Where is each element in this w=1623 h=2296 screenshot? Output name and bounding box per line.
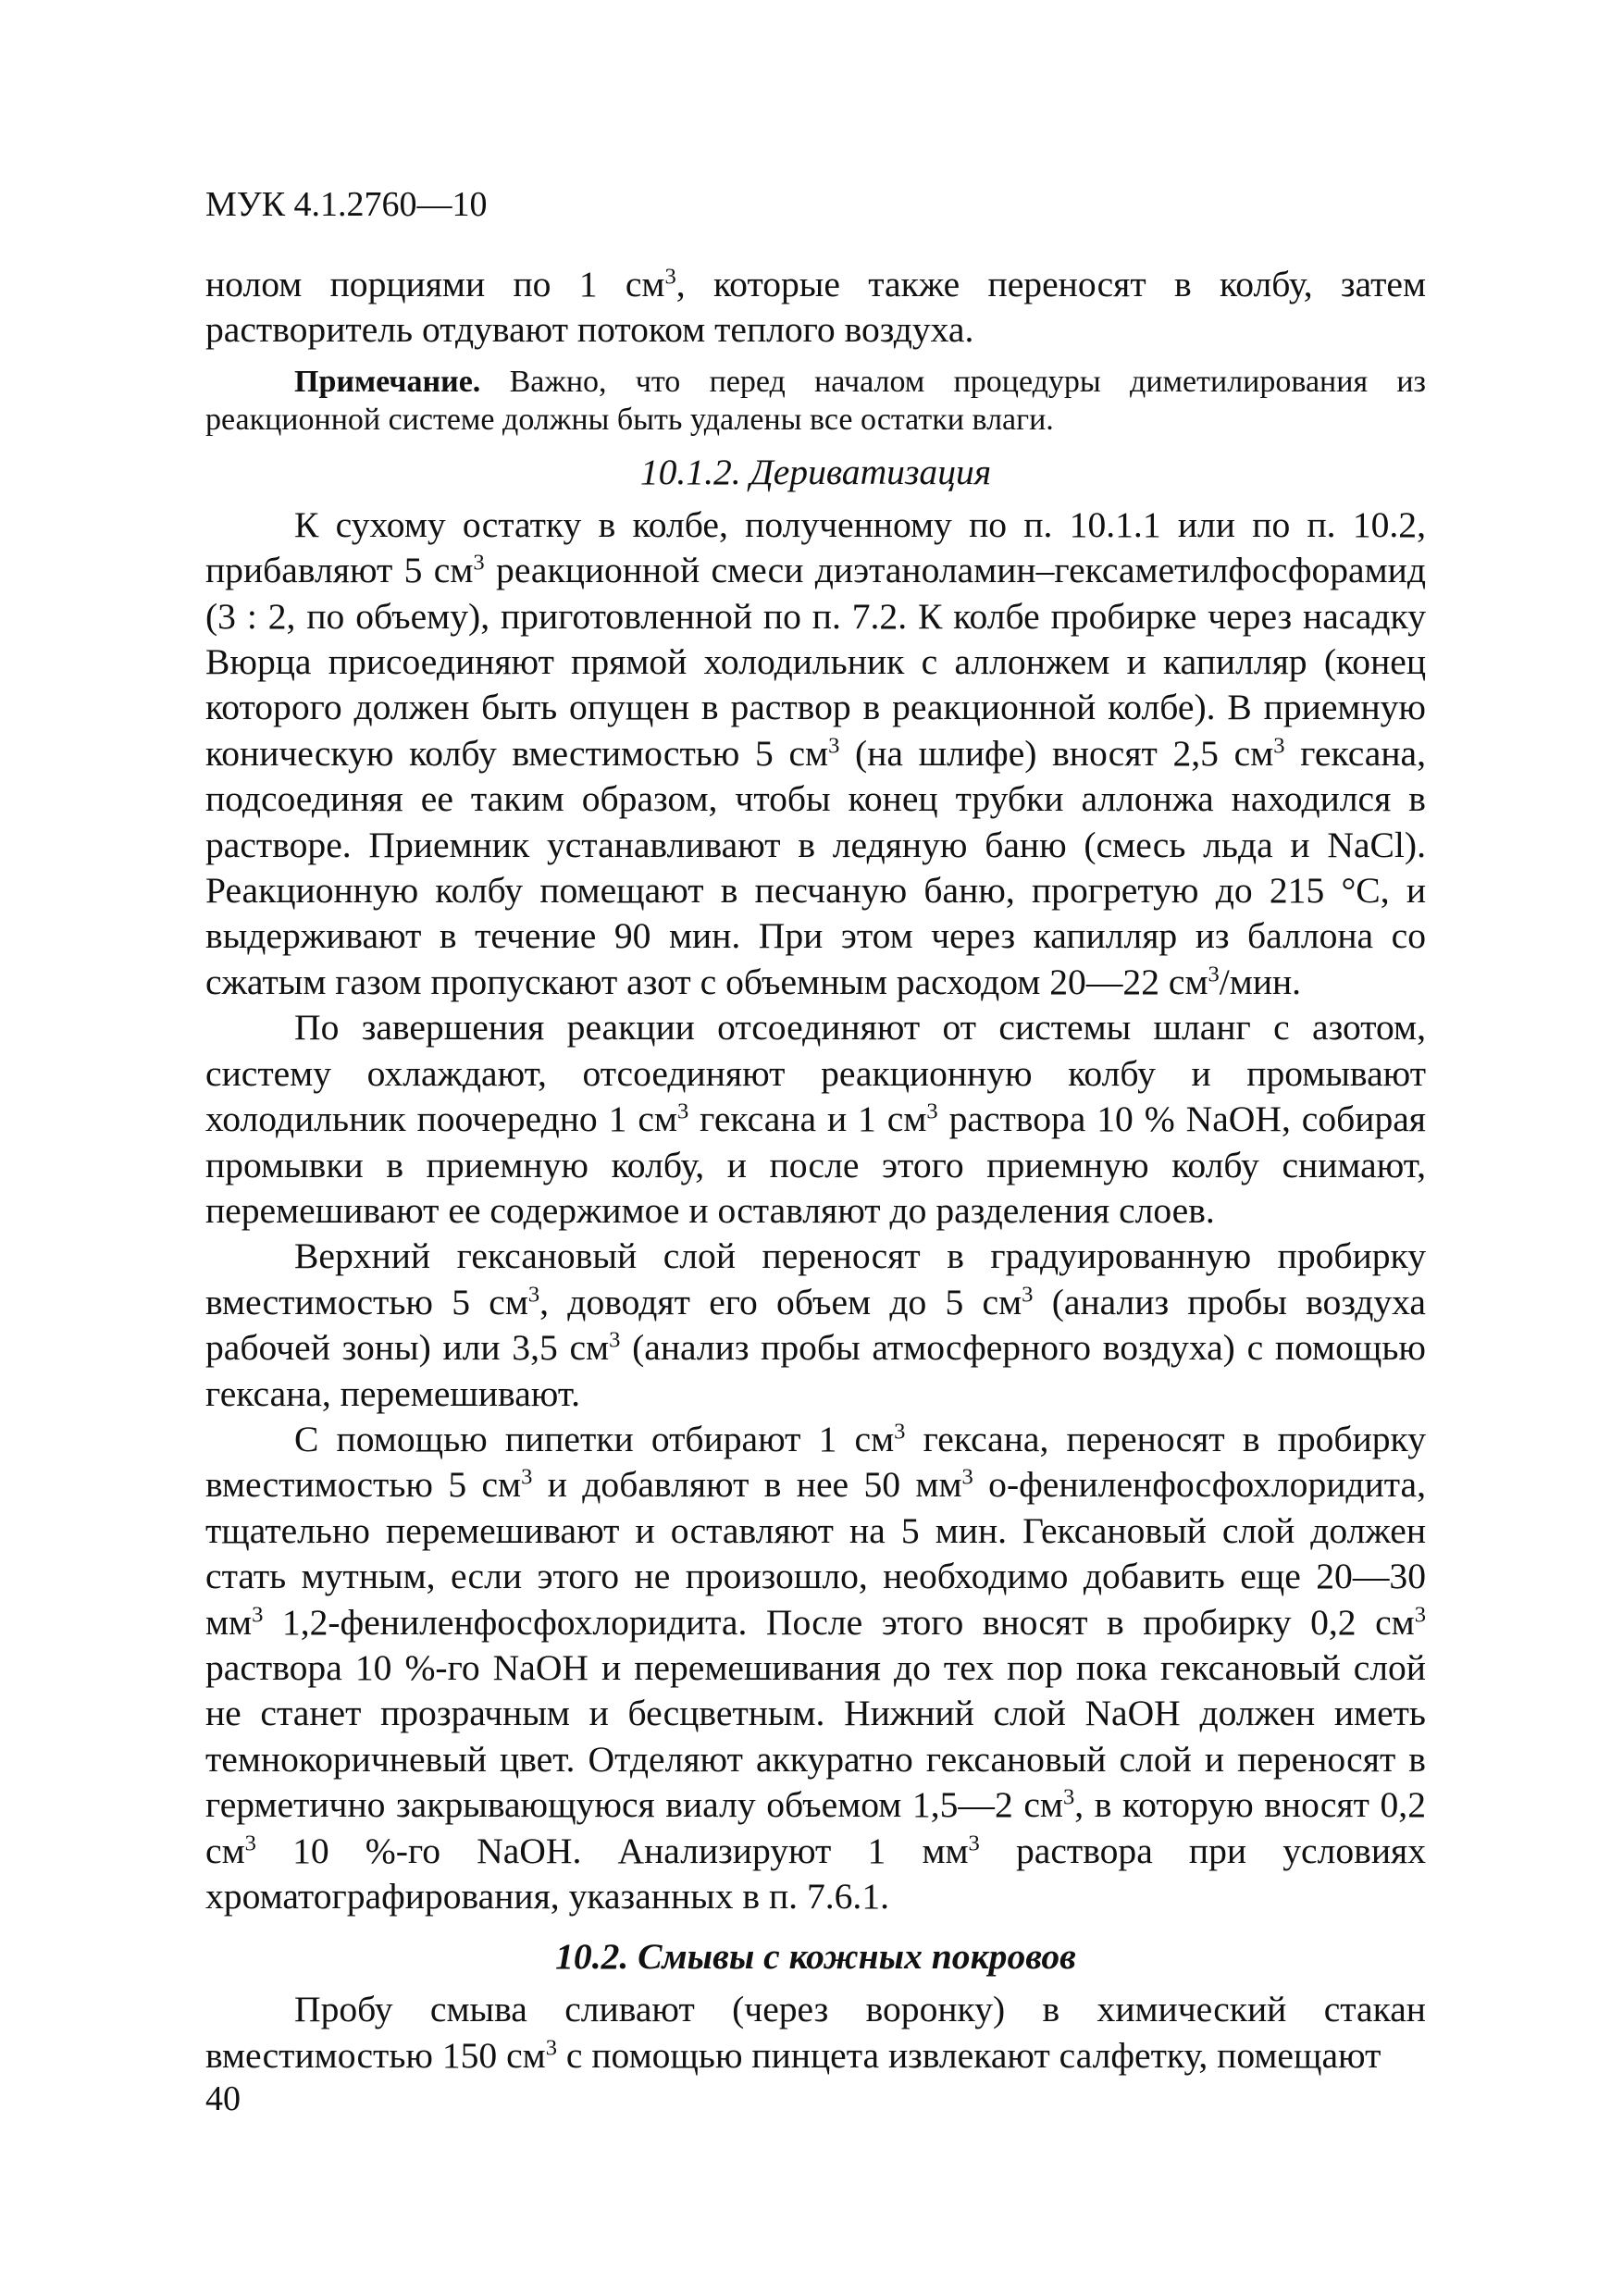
body-text [205, 262, 1426, 2079]
paragraph-derivatization: К сухому остатку в колбе, полученному по п. 10.1.1 или по п. 10.2, прибавляют 5 $см^3$ реакционной смеси диэтаноламин–гексаметилфосфорамид (3 : 2, по объему), приготовленной по п. 7.2. К колбе пробирке через насадку Вюрца присоединяют прямой холодильник с аллонжем и капилляр (конец которого должен быть опущен в раствор в реакционной колбе). В приемную коническую колбу вместимостью 5 $см^3$ (на шлифе) вносят 2,5 $см^3$ гексана, подсоединяя ее таким образом, чтобы конец трубки аллонжа находился в растворе. Приемник устанавливают в ледяную баню (смесь льда и NaCl). Реакционную колбу помещают в песчаную баню, прогретую до 215 °С, и выдерживают в течение 90 мин. При этом через капилляр из баллона со сжатым газом пропускают азот с объемным расходом 20—22 $см^3$/мин. [205, 503, 1426, 1002]
page-number: 40 [205, 2079, 241, 2118]
note-text: Важно, что перед началом процедуры диметилирования из реакционной системе должны быть удалены все остатки влаги. [205, 364, 1426, 437]
section-title: 10.2. Смывы с кожных покровов [555, 1936, 1076, 1978]
note-label: Примечание. [294, 364, 481, 399]
note-paragraph [205, 363, 1426, 439]
subsection-title: 10.1.2. Дериватизация [639, 451, 992, 492]
paragraph-hexane-layer: Верхний гексановый слой переносят в градуированную пробирку вместимостью 5 $см^3$, доводят его объем до 5 $см^3$ (анализ пробы воздуха рабочей зоны) или 3,5 $см^3$ (анализ пробы атмосферного воздуха) с помощью гексана, перемешивают. [205, 1235, 1426, 1414]
paragraph-skin-wash: Пробу смыва сливают (через воронку) в химический стакан вместимостью 150 $см^3$ с помощью пинцета извлекают салфетку, помещают [205, 1989, 1426, 2076]
document-header: МУК 4.1.2760—10 [205, 185, 488, 224]
paragraph-reaction-end: По завершения реакции отсоединяют от системы шланг с азотом, систему охлаждают, отсоединяют реакционную колбу и промывают холодильник поочередно 1 $см^3$ гексана и 1 $см^3$ раствора 10 % NaOH, собирая промывки в приемную колбу, и после этого приемную колбу снимают, перемешивают ее содержимое и оставляют до разделения слоев. [205, 1007, 1427, 1231]
continuation-paragraph: нолом порциями по 1 $см^3$, которые также переносят в колбу, затем растворитель отдувают потоком теплого воздуха. [205, 264, 1426, 351]
paragraph-pipette: С помощью пипетки отбирают 1 $см^3$ гексана, переносят в пробирку вместимостью 5 $см^3$ и добавляют в нее 50 $мм^3$ о-фениленфосфохлоридита, тщательно перемешивают и оставляют на 5 мин. Гексановый слой должен стать мутным, если этого не произошло, необходимо добавить еще 20—30 $мм^3$ 1,2-фениленфосфохлоридита. После этого вносят в пробирку 0,2 $см^3$ раствора 10 %-го NaOH и перемешивания до тех пор пока гексановый слой не станет прозрачным и бесцветным. Нижний слой NaOH должен иметь темнокоричневый цвет. Отделяют аккуратно гексановый слой и переносят в герметично закрывающуюся виалу объемом 1,5—2 $см^3$, в которую вносят 0,2 $см^3$ 10 %-го NaOH. Анализируют 1 $мм^3$ раствора при условиях хроматографирования, указанных в п. 7.6.1. [205, 1418, 1426, 1917]
